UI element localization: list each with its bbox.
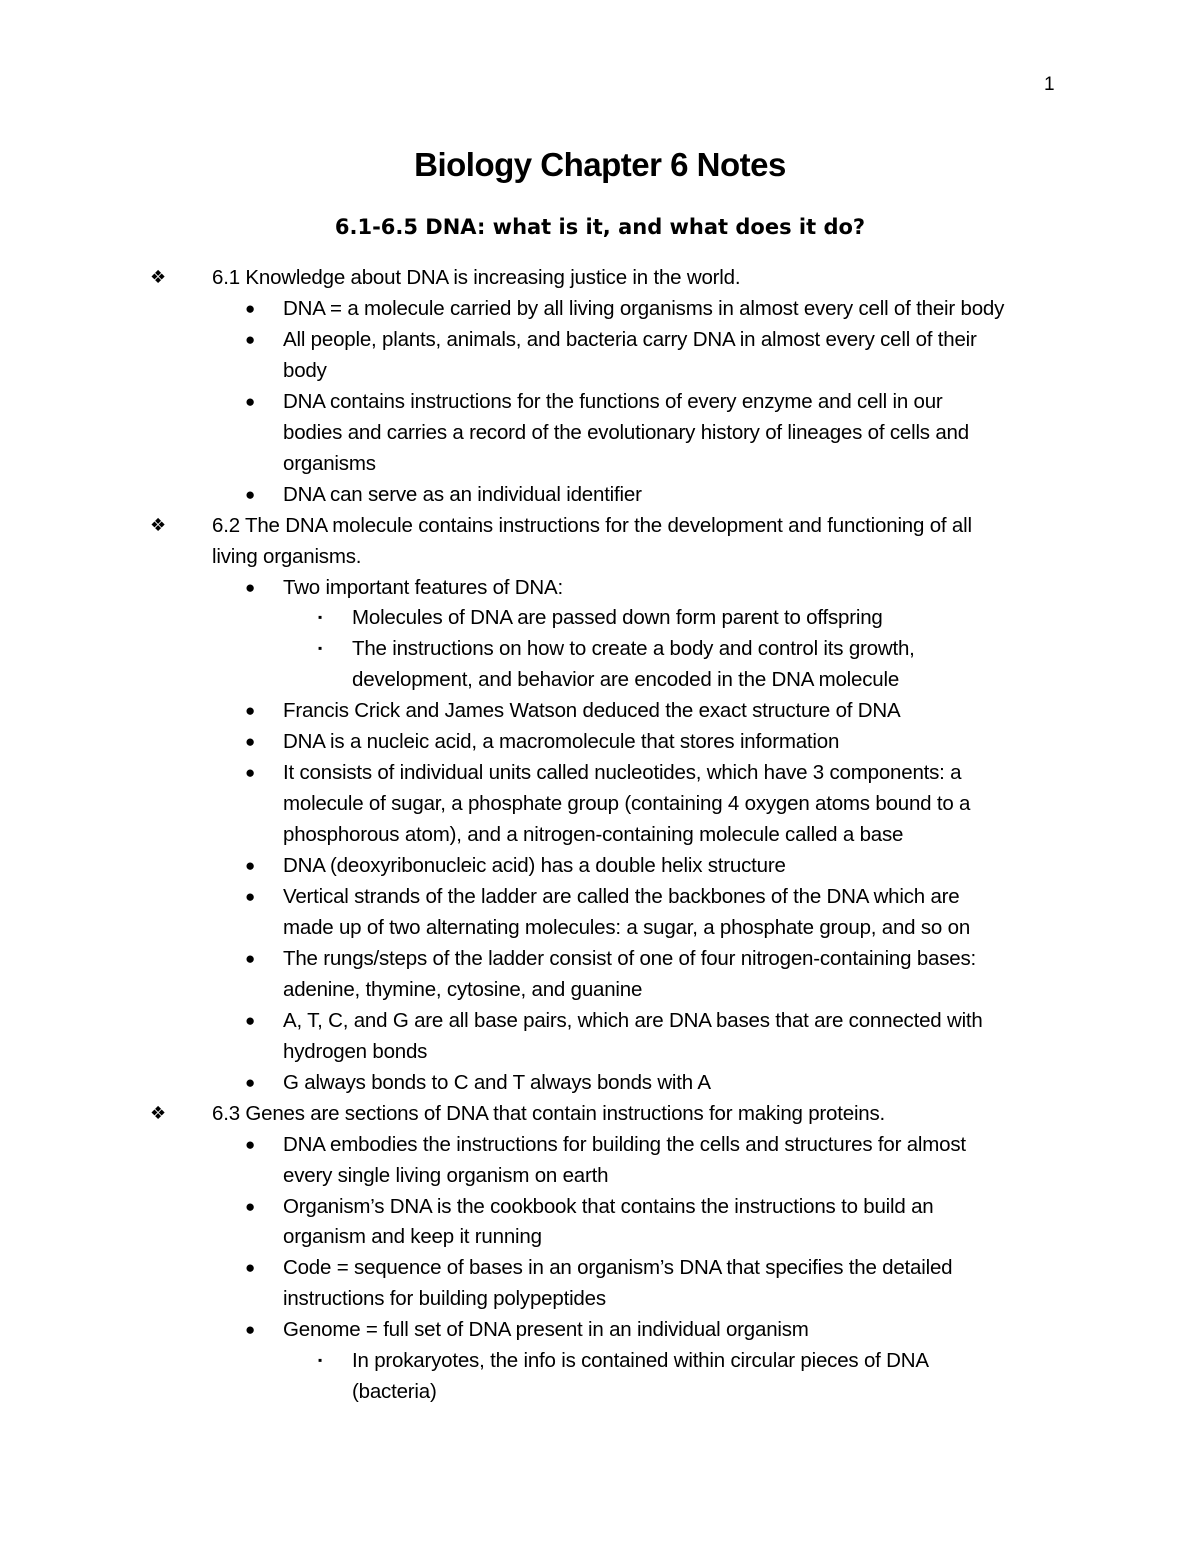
bullet-icon: ● <box>245 1072 256 1092</box>
bullet-text: Two important features of DNA: <box>283 575 563 599</box>
section-heading-line: 6.3 Genes are sections of DNA that contain instructions for making proteins. <box>212 1101 886 1125</box>
bullet-text: every single living organism on earth <box>283 1163 609 1187</box>
bullet-text: A, T, C, and G are all base pairs, which are DNA bases that are connected with <box>283 1008 983 1032</box>
bullet-text: organisms <box>283 451 376 475</box>
bullet-text: Code = sequence of bases in an organism’s DNA that specifies the detailed <box>283 1256 953 1280</box>
section-diamond-icon: ❖ <box>150 267 167 287</box>
bullet-icon: ● <box>245 732 256 752</box>
bullet-icon: ● <box>245 1134 256 1154</box>
page-number: 1 <box>1044 74 1055 95</box>
section-heading-line: living organisms. <box>212 544 362 568</box>
bullet-text: molecule of sugar, a phosphate group (containing 4 oxygen atoms bound to a <box>283 792 971 816</box>
bullet-icon: ● <box>245 577 256 597</box>
bullet-text: G always bonds to C and T always bonds with A <box>283 1070 711 1094</box>
bullet-text: All people, plants, animals, and bacteria carry DNA in almost every cell of their <box>283 327 977 351</box>
bullet-icon: ● <box>245 701 256 721</box>
bullet-icon: ● <box>245 391 256 411</box>
bullet-text: The rungs/steps of the ladder consist of one of four nitrogen-containing bases: <box>283 946 977 970</box>
sub-bullet-text: The instructions on how to create a body and control its growth, <box>352 637 915 661</box>
sub-bullet-text: (bacteria) <box>352 1380 437 1404</box>
bullet-icon: ● <box>245 484 256 504</box>
bullet-text: It consists of individual units called nucleotides, which have 3 components: a <box>283 761 962 785</box>
bullet-icon: ● <box>245 856 256 876</box>
bullet-text: DNA contains instructions for the functions of every enzyme and cell in our <box>283 389 943 413</box>
bullet-icon: ● <box>245 329 256 349</box>
bullet-icon: ● <box>245 948 256 968</box>
section-heading-line: 6.1 Knowledge about DNA is increasing justice in the world. <box>212 266 741 289</box>
sub-bullet-text: development, and behavior are encoded in the DNA molecule <box>352 668 900 692</box>
section-diamond-icon: ❖ <box>150 1102 167 1123</box>
square-bullet-icon: ▪ <box>318 610 323 625</box>
section-heading: 6.1-6.5 DNA: what is it, and what does it do? <box>334 215 866 239</box>
bullet-text: instructions for building polypeptides <box>283 1287 606 1311</box>
section-diamond-icon: ❖ <box>150 514 167 535</box>
bullet-icon: ● <box>245 1196 256 1216</box>
bullet-text: phosphorous atom), and a nitrogen-containing molecule called a base <box>283 823 904 847</box>
bullet-text: bodies and carries a record of the evolutionary history of lineages of cells and <box>283 420 969 444</box>
bullet-icon: ● <box>245 763 256 783</box>
document-title: Biology Chapter 6 Notes <box>414 146 786 183</box>
bullet-text: DNA = a molecule carried by all living organisms in almost every cell of their body <box>283 296 1005 320</box>
bullet-icon: ● <box>245 1320 256 1340</box>
bullet-text: made up of two alternating molecules: a sugar, a phosphate group, and so on <box>283 915 971 939</box>
bullet-text: Vertical strands of the ladder are called the backbones of the DNA which are <box>283 885 960 908</box>
bullet-text: hydrogen bonds <box>283 1039 428 1063</box>
sub-bullet-text: Molecules of DNA are passed down form parent to offspring <box>352 606 883 630</box>
square-bullet-icon: ▪ <box>318 1353 323 1368</box>
bullet-text: DNA can serve as an individual identifier <box>283 482 642 506</box>
bullet-text: organism and keep it running <box>283 1225 542 1249</box>
bullet-icon: ● <box>245 1010 256 1030</box>
bullet-icon: ● <box>245 887 256 906</box>
bullet-icon: ● <box>245 298 256 318</box>
bullet-text: adenine, thymine, cytosine, and guanine <box>283 977 643 1001</box>
bullet-text: Genome = full set of DNA present in an individual organism <box>283 1318 809 1342</box>
bullet-text: Francis Crick and James Watson deduced the exact structure of DNA <box>283 699 901 723</box>
bullet-text: Organism’s DNA is the cookbook that contains the instructions to build an <box>283 1194 934 1218</box>
bullet-text: DNA embodies the instructions for building the cells and structures for almost <box>283 1132 966 1156</box>
bullet-text: DNA is a nucleic acid, a macromolecule that stores information <box>283 730 840 754</box>
bullet-icon: ● <box>245 1258 256 1278</box>
bullet-text: DNA (deoxyribonucleic acid) has a double helix structure <box>283 854 786 878</box>
bullet-text: body <box>283 358 327 382</box>
square-bullet-icon: ▪ <box>318 641 323 656</box>
sub-bullet-text: In prokaryotes, the info is contained within circular pieces of DNA <box>352 1349 929 1373</box>
section-heading-line: 6.2 The DNA molecule contains instructions for the development and functioning of all <box>212 513 972 537</box>
